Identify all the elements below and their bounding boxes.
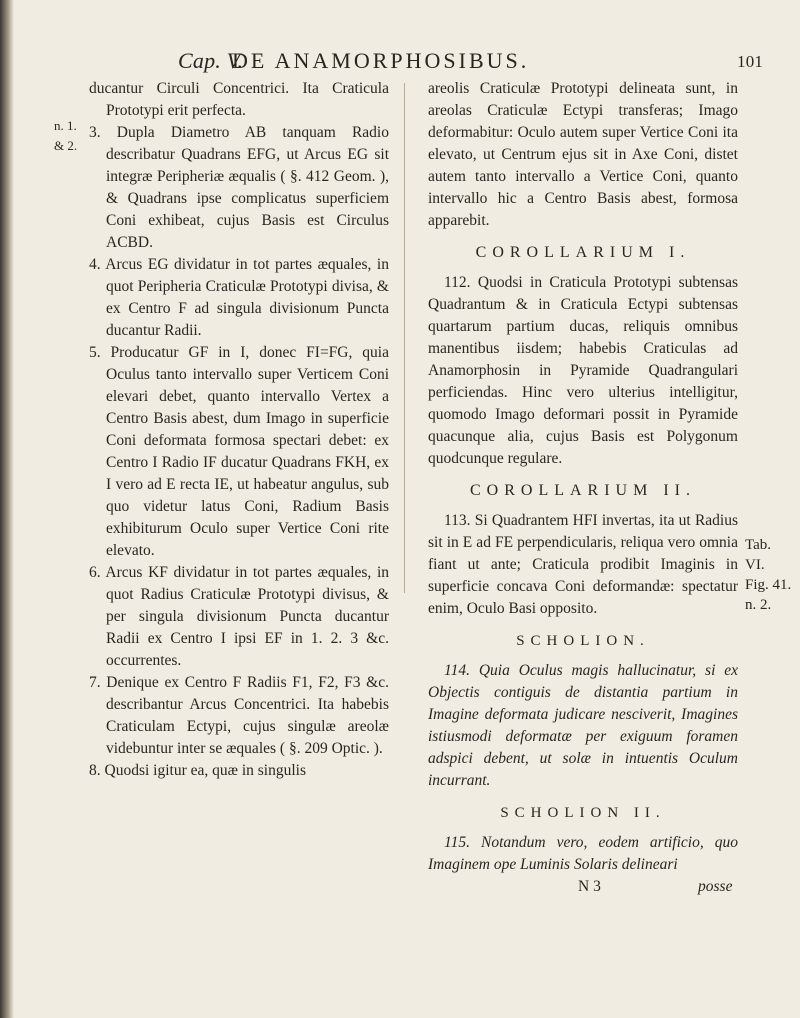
page-edge-shadow (0, 0, 14, 1018)
paragraph: 112. Quodsi in Craticula Prototypi subtensas Quadrantum & in Craticula Ectypi subtensas quartarum partium ducas, reliquis omnibus manentibus iisdem; habebis Craticulas ad Anamorphosin in Pyramide Quadrangulari perficiendas. Hinc vero ulterius intelligitur, quomodo Imago deformari possit in Pyramide quacunque alia, cujus Basis est Polygonum quodcunque regulare. (428, 274, 738, 467)
paragraph: 115. Notandum vero, eodem artificio, quo Imaginem ope Luminis Solaris delineari (428, 834, 738, 873)
margin-note-line: n. 2. (745, 597, 772, 613)
paragraph: 114. Quia Oculus magis hallucinatur, si ex Objectis contiguis de distantia partium in Imagine deformata judicare nesciverit, Imagines istiusmodi deformatæ per exiguum foramen adspici debent, ut solæ in intuentis Oculum incurrant. (428, 662, 738, 789)
scholion-heading: SCHOLION II. (500, 805, 666, 821)
margin-note-line: Fig. 41. (745, 577, 792, 593)
margin-note-line: & 2. (54, 138, 78, 153)
corollary-heading: COROLLARIUM II. (470, 482, 696, 499)
left-column (89, 78, 389, 782)
scholion-heading: SCHOLION. (516, 633, 650, 649)
list-item: 8. Quodsi igitur ea, quæ in singulis (89, 762, 306, 779)
right-margin-note (745, 535, 791, 615)
margin-note-line: VI. (745, 557, 765, 573)
running-header (0, 48, 800, 74)
corollary-heading: COROLLARIUM I. (475, 244, 691, 261)
list-item: ducantur Circuli Concentrici. Ita Craticula Prototypi erit perfecta. (89, 80, 389, 119)
margin-note-line: n. 1. (54, 118, 77, 133)
list-item: 7. Denique ex Centro F Radiis F1, F2, F3 &c. describantur Arcus Concentrici. Ita habebis Craticulam Ectypi, cujus singulæ areolæ videbuntur inter se æquales ( §. 209 Optic. ). (89, 674, 389, 757)
running-title: DE ANAMORPHOSIBUS. (232, 48, 530, 73)
paragraph: areolis Craticulæ Prototypi delineata sunt, in areolas Craticulæ Ectypi transferas; Imago deformabitur: Oculo autem super Vertice Coni ita elevato, ut Centrum ejus sit in Axe Coni, distet autem tanto intervallo a Vertice Coni, quanto intervallo hic a Centro Basis abest, formosa apparebit. (428, 80, 738, 229)
list-item: 3. Dupla Diametro AB tanquam Radio describatur Quadrans EFG, ut Arcus EG sit integræ Peripheriæ æqualis ( §. 412 Geom. ), & Quadrans ipse complicatus superficiem Coni exhibeat, cujus Basis est Circulus ACBD. (89, 124, 389, 251)
page-number: 101 (737, 52, 764, 71)
catchword: posse (698, 878, 733, 895)
signature-mark: N 3 (578, 878, 601, 895)
right-column (428, 78, 738, 896)
left-margin-note (54, 116, 77, 156)
paragraph: 113. Si Quadrantem HFI invertas, ita ut Radius sit in E ad FE perpendicularis, reliqua vero omnia fiant ut ante; Craticula prodibit Imaginis in superficie concava Coni deformandæ: spectatur enim, Oculo Basi opposito. (428, 512, 738, 617)
list-item: 4. Arcus EG dividatur in tot partes æquales, in quot Peripheria Craticulæ Prototypi divisa, & ex Centro F ad singula divisionum Puncta ducantur Radii. (89, 256, 389, 339)
list-item: 6. Arcus KF dividatur in tot partes æquales, in quot Radius Craticulæ Prototypi divisus, & per singula divisionum Puncta ducantur Radii ex Centro I ipsi EF in 1. 2. 3 &c. occurrentes. (89, 564, 389, 669)
column-divider (404, 83, 405, 593)
list-item: 5. Producatur GF in I, donec FI=FG, quia Oculus tanto intervallo super Verticem Coni elevari debet, quanto intervallo Vertex a Centro Basis abest, dum Imago in superficie Coni deformata formosa spectari debet: ex Centro I Radio IF ducatur Quadrans FKH, ex I vero ad E recta IE, ut habeatur angulus, sub quo videtur latus Coni, Radium Basis exhibiturum Oculo super Vertice Coni rite elevato. (89, 344, 389, 559)
chapter-label: Cap. V. (178, 48, 244, 73)
margin-note-line: Tab. (745, 537, 772, 553)
catchword-line (428, 876, 738, 896)
